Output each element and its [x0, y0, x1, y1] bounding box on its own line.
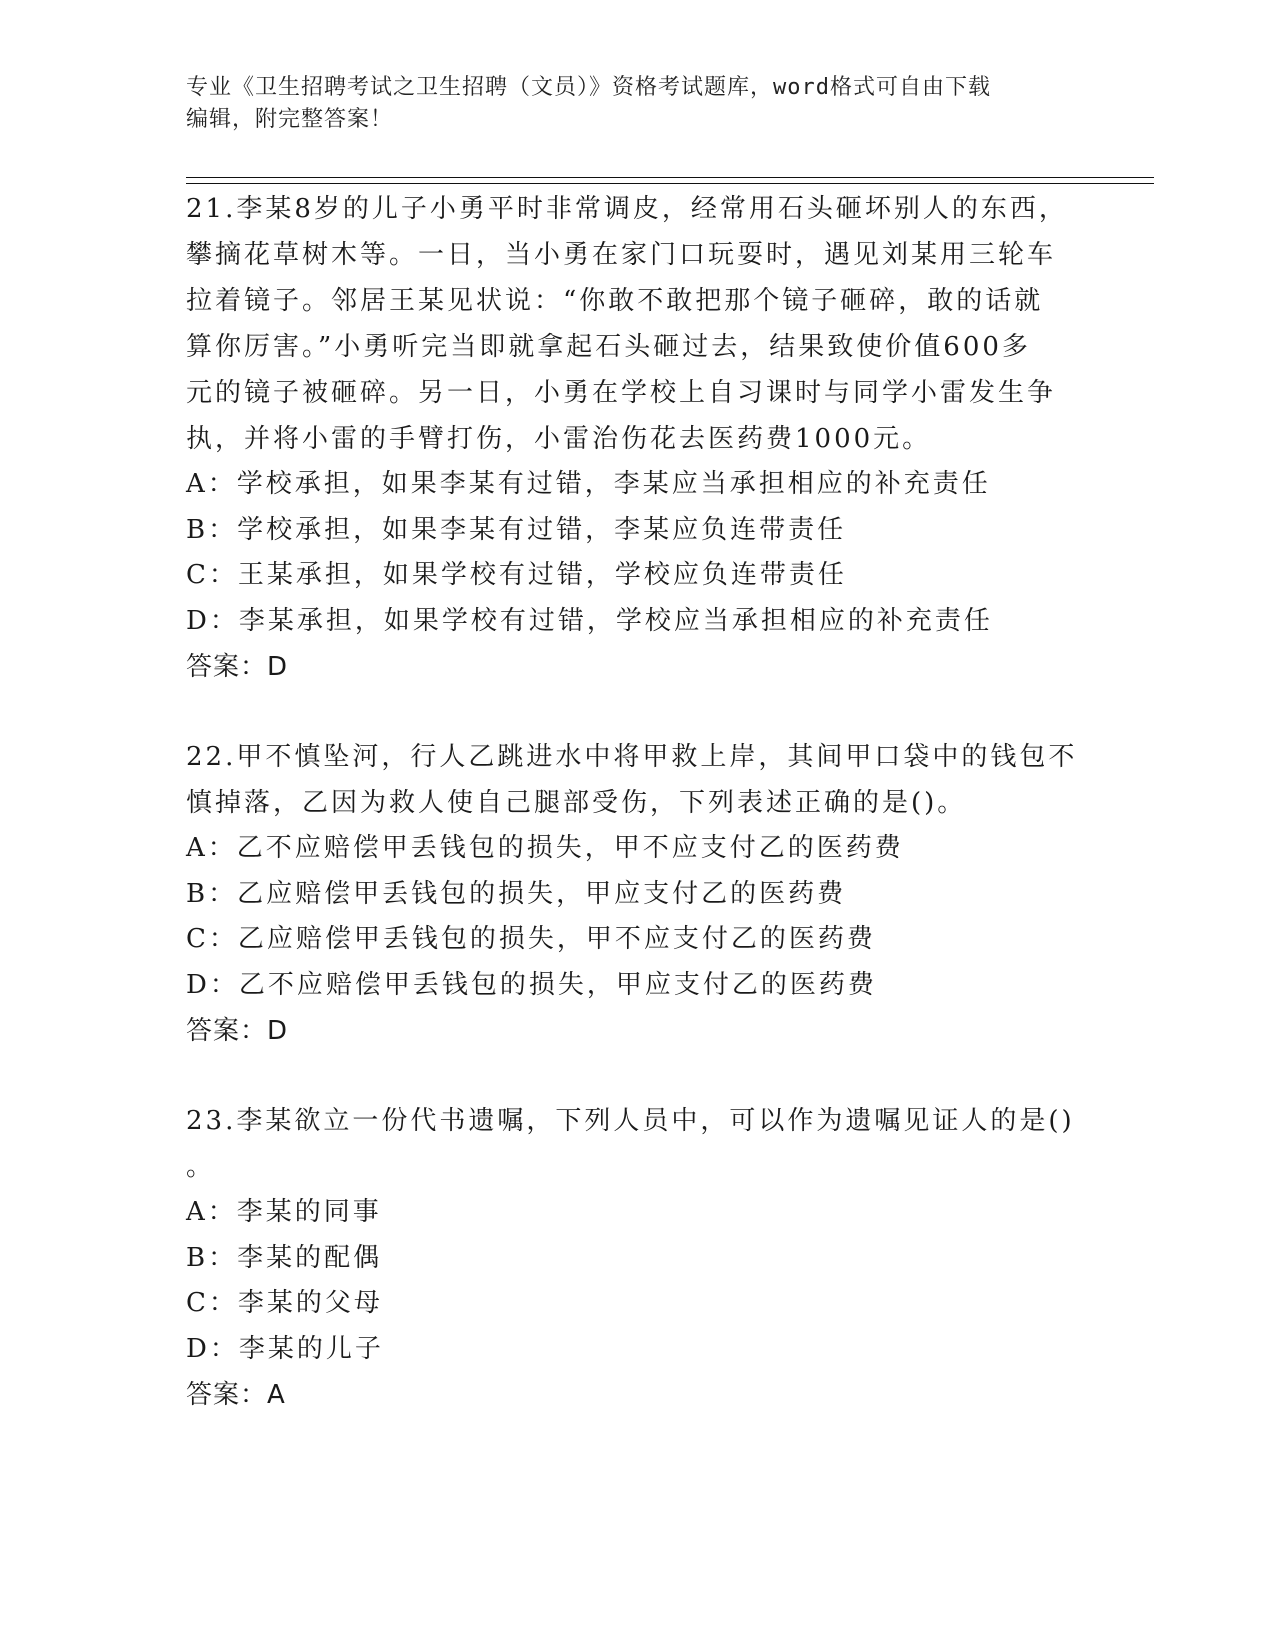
option-a: A：乙不应赔偿甲丢钱包的损失，甲不应支付乙的医药费 — [186, 833, 904, 863]
question-stem-line: 拉着镜子。邻居王某见状说：“你敢不敢把那个镜子砸碎，敢的话就 — [186, 286, 1044, 316]
option-b: B：乙应赔偿甲丢钱包的损失，甲应支付乙的医药费 — [186, 878, 847, 909]
question-stem-line: 攀摘花草树木等。一日，当小勇在家门口玩耍时，遇见刘某用三轮车 — [186, 240, 1057, 270]
option-a: A：李某的同事 — [186, 1197, 382, 1227]
option-d: D：李某的儿子 — [186, 1333, 384, 1364]
option-c: C：李某的父母 — [186, 1288, 383, 1318]
answer-text: 答案：D — [186, 652, 289, 682]
option-c: C：王某承担，如果学校有过错，学校应负连带责任 — [186, 560, 847, 590]
option-b: B：学校承担，如果李某有过错，李某应负连带责任 — [186, 514, 847, 545]
header-line-2: 编辑，附完整答案！ — [186, 107, 394, 132]
question-stem-line: 算你厉害。”小勇听完当即就拿起石头砸过去，结果致使价值600多 — [186, 332, 1031, 362]
option-a: A：学校承担，如果李某有过错，李某应当承担相应的补充责任 — [186, 469, 991, 499]
question-stem-line: 慎掉落，乙因为救人使自己腿部受伤，下列表述正确的是()。 — [186, 788, 967, 818]
header-divider-top — [186, 177, 1154, 178]
question-23 — [186, 1098, 1086, 1418]
option-d: D：乙不应赔偿甲丢钱包的损失，甲应支付乙的医药费 — [186, 969, 877, 1000]
question-stem-line: 元的镜子被砸碎。另一日，小勇在学校上自习课时与同学小雷发生争 — [186, 378, 1057, 408]
question-stem-line: 。 — [186, 1152, 216, 1182]
question-stem-line: 22.甲不慎坠河，行人乙跳进水中将甲救上岸，其间甲口袋中的钱包不 — [186, 742, 1078, 772]
question-stem-line: 21.李某8岁的儿子小勇平时非常调皮，经常用石头砸坏别人的东西， — [186, 194, 1068, 224]
answer-text: 答案：D — [186, 1016, 289, 1046]
answer-text: 答案：A — [186, 1380, 286, 1410]
question-21 — [186, 186, 1086, 690]
option-b: B：李某的配偶 — [186, 1242, 383, 1273]
question-stem-line: 23.李某欲立一份代书遗嘱，下列人员中，可以作为遗嘱见证人的是() — [186, 1106, 1075, 1136]
document-header — [186, 72, 1086, 136]
option-d: D：李某承担，如果学校有过错，学校应当承担相应的补充责任 — [186, 605, 993, 636]
header-line-1: 专业《卫生招聘考试之卫生招聘（文员）》资格考试题库，word格式可自由下载 — [186, 75, 991, 100]
option-c: C：乙应赔偿甲丢钱包的损失，甲不应支付乙的医药费 — [186, 924, 876, 954]
question-stem-line: 执，并将小雷的手臂打伤，小雷治伤花去医药费1000元。 — [186, 424, 932, 454]
question-list — [186, 186, 1086, 1418]
header-divider-bottom — [186, 183, 1154, 184]
question-22 — [186, 734, 1086, 1054]
